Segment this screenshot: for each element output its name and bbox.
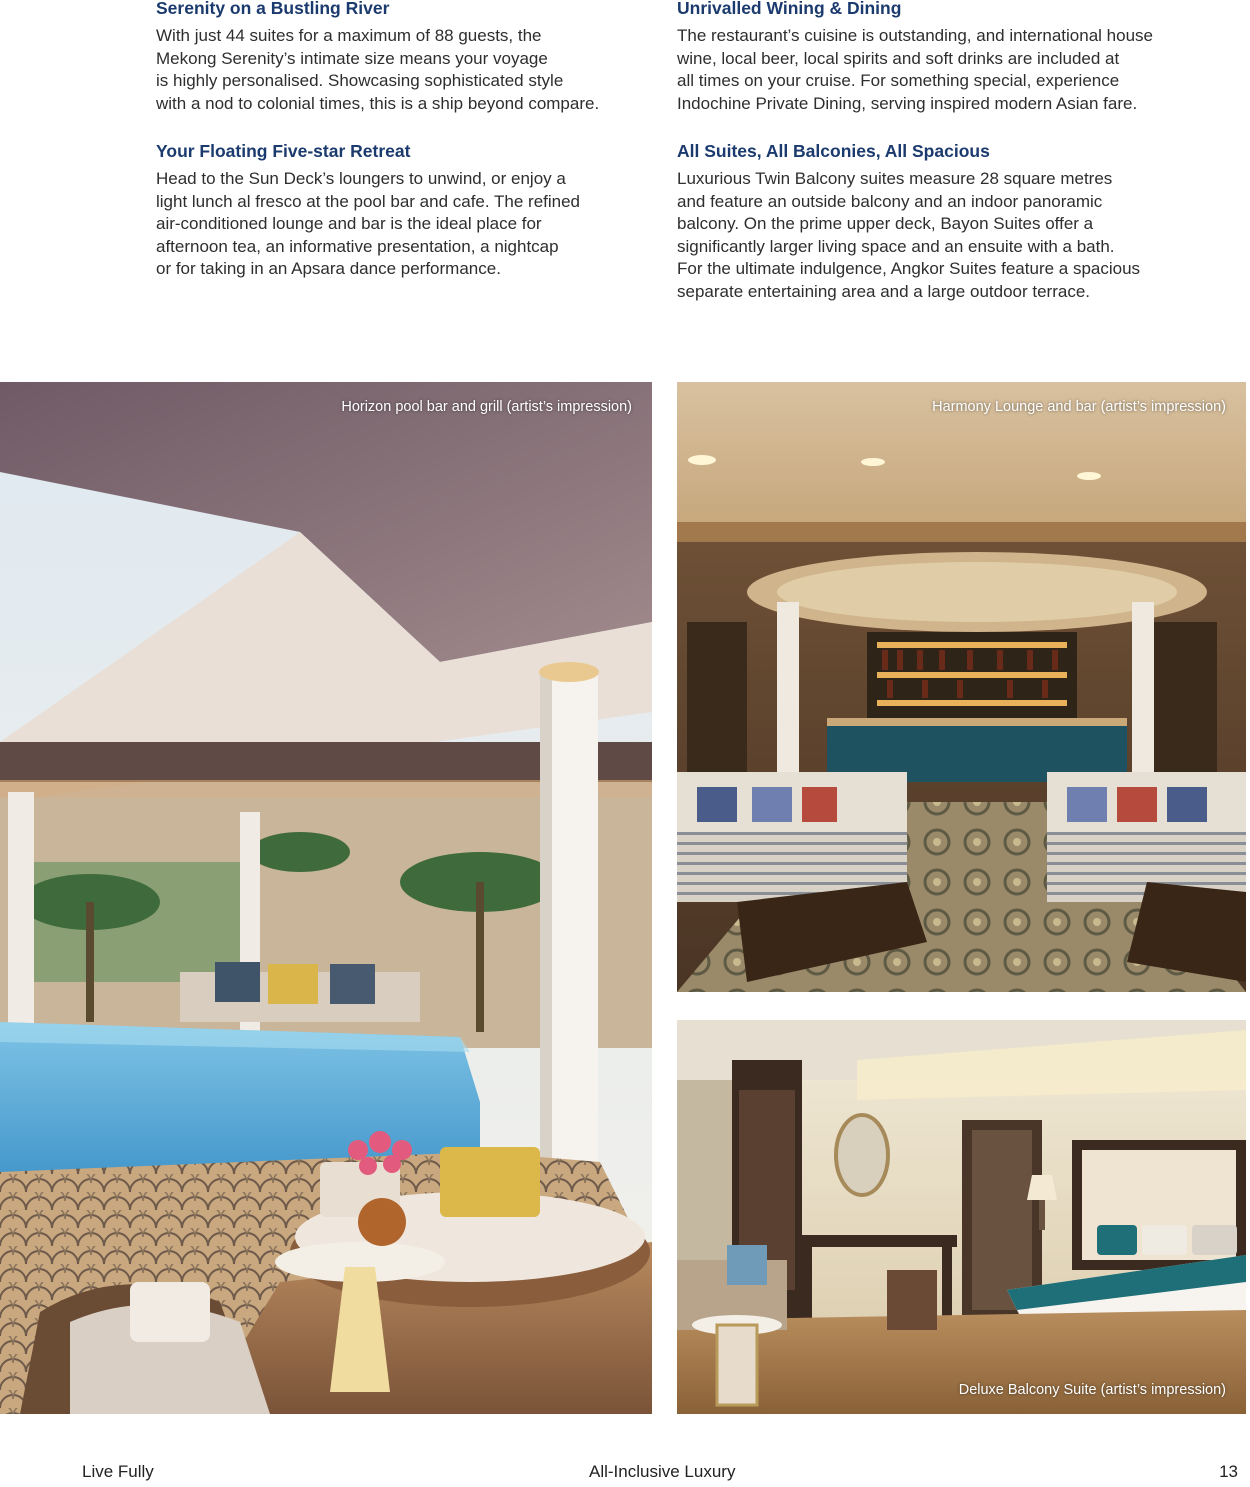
photo-caption: Horizon pool bar and grill (artist’s impression) bbox=[341, 399, 632, 415]
suite-scene-illustration bbox=[677, 1020, 1246, 1414]
section-body: The restaurant’s cuisine is outstanding, and international house wine, local beer, local spirits and soft drinks are included at all times on your cruise. For something special, experience Indochine Private Dining, serving inspired modern Asian fare. bbox=[677, 26, 1153, 113]
section-five-star-retreat bbox=[156, 141, 656, 281]
section-heading: Your Floating Five-star Retreat bbox=[156, 141, 411, 161]
section-wining-dining bbox=[677, 0, 1177, 115]
section-body: Luxurious Twin Balcony suites measure 28 square metres and feature an outside balcony and an indoor panoramic balcony. On the prime upper deck, Bayon Suites offer a significantly larger living space and an ensuite with a bath. For the ultimate indulgence, Angkor Suites feature a spacious separate entertaining area and a large outdoor terrace. bbox=[677, 169, 1141, 301]
page-number: 13 bbox=[1219, 1462, 1238, 1481]
section-serenity bbox=[156, 0, 656, 115]
footer-center-text: All-Inclusive Luxury bbox=[589, 1462, 736, 1481]
section-body: Head to the Sun Deck’s loungers to unwind, or enjoy a light lunch al fresco at the pool bar and cafe. The refined air-conditioned lounge and bar is the ideal place for afternoon tea, an informative presentation, a nightcap or for taking in an Apsara dance performance. bbox=[156, 169, 581, 278]
section-heading: Serenity on a Bustling River bbox=[156, 0, 390, 18]
pool-bar-photo bbox=[0, 382, 652, 1414]
lounge-bar-photo bbox=[677, 382, 1246, 992]
footer-left-text: Live Fully bbox=[82, 1462, 154, 1481]
section-heading: Unrivalled Wining & Dining bbox=[677, 0, 902, 18]
balcony-suite-photo bbox=[677, 1020, 1246, 1414]
pool-scene-illustration bbox=[0, 382, 652, 1414]
photo-caption: Harmony Lounge and bar (artist’s impression) bbox=[932, 399, 1226, 415]
section-body: With just 44 suites for a maximum of 88 guests, the Mekong Serenity’s intimate size means your voyage is highly personalised. Showcasing sophisticated style with a nod to colonial times, this is a ship beyond compare. bbox=[156, 26, 600, 113]
photo-caption: Deluxe Balcony Suite (artist’s impression) bbox=[958, 1382, 1226, 1398]
section-all-suites bbox=[677, 141, 1177, 303]
lounge-scene-illustration bbox=[677, 382, 1246, 992]
section-heading: All Suites, All Balconies, All Spacious bbox=[677, 141, 990, 161]
